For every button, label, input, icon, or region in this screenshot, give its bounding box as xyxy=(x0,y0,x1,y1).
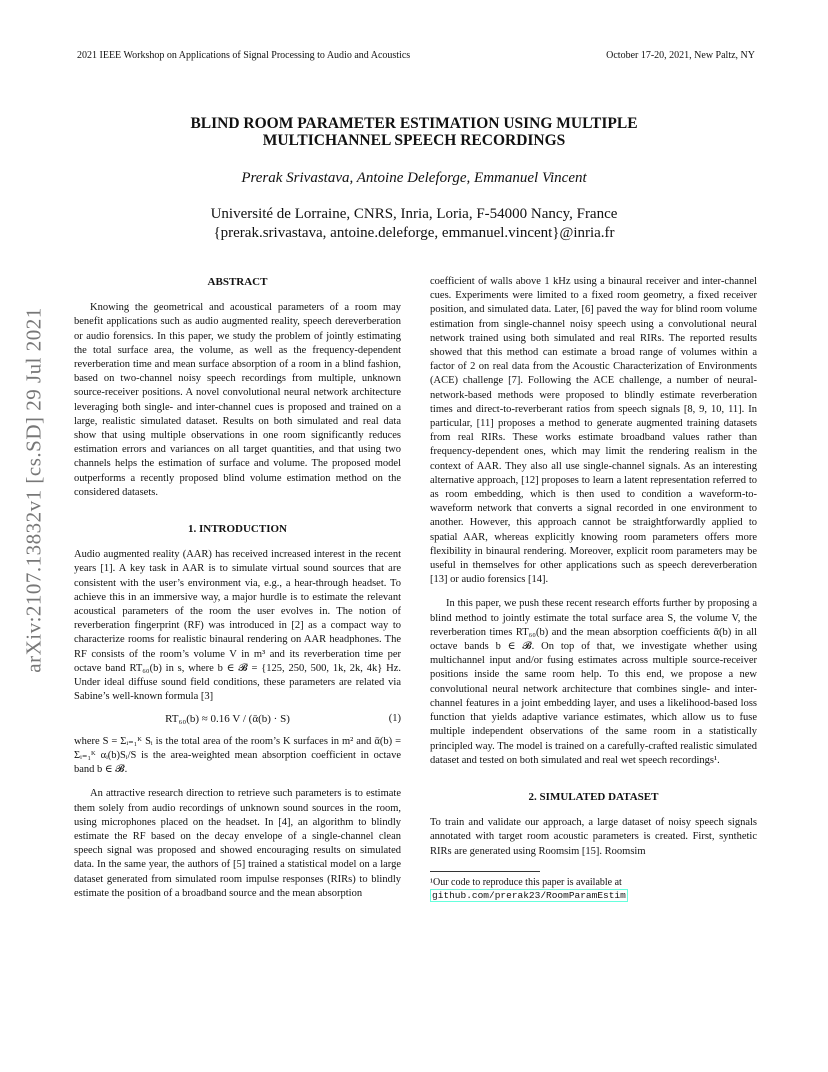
intro-paragraph-2: where S = Σᵢ₌₁ᴷ Sᵢ is the total area of the room’s K surfaces in m² and ᾱ(b) = Σᵢ₌₁ᴷ αᵢ(b)Sᵢ/S is the area-weighted mean absorption coefficient in octave band b ∈ 𝓑. xyxy=(74,735,401,776)
footnote-rule xyxy=(430,871,540,872)
abstract-heading: ABSTRACT xyxy=(207,276,268,288)
arxiv-identifier: arXiv:2107.13832v1 [cs.SD] 29 Jul 2021 xyxy=(21,307,46,673)
equation-1 xyxy=(74,712,401,726)
intro-paragraph-1: Audio augmented reality (AAR) has received increased interest in the recent years [1]. A key task in AAR is to simulate virtual sound sources that are consistent with the user’s environment via, e.g., a hear-through headset. To achieve this in an immersive way, a major hurdle is to estimate the relevant acoustical parameters of the room the user evolves in. The notion of reverberation fingerprint (RF) was introduced in [2] as a compact way to characterize rooms for realistic binaural rendering on AAR headphones. The RF consists of the room’s volume V in m³ and its reverberation time per octave band RT₆₀(b) in s, where b ∈ 𝓑 = {125, 250, 500, 1k, 2k, 4k} Hz. Under ideal diffuse sound field conditions, these parameters are related via Sabine’s well-known formula [3] xyxy=(74,549,401,703)
author-emails: {prerak.srivastava, antoine.deleforge, emmanuel.vincent}@inria.fr xyxy=(213,225,615,241)
section-2-paragraph: To train and validate our approach, a large dataset of noisy speech signals annotated with target room acoustic parameters is created. First, synthetic RIRs are generated using Roomsim [15]. Roomsim xyxy=(430,817,757,857)
section-2-heading: 2. SIMULATED DATASET xyxy=(528,790,659,803)
footnote-text: ¹Our code to reproduce this paper is available at xyxy=(430,876,622,888)
left-column xyxy=(74,275,401,901)
abstract-text: Knowing the geometrical and acoustical parameters of a room may benefit applications such as audio augmented reality, speech dereverberation or audio forensics. In this paper, we study the problem of jointly estimating the total surface area, the volume, as well as the frequency-dependent reverberation time and mean surface absorption of a room in a blind fashion, based on two-channel noisy speech recordings from multiple, unknown source-receiver positions. A novel convolutional neural network architecture leveraging both single- and inter-channel cues is proposed and trained on a large, realistic simulated dataset. Results on both simulated and real data show that using multiple observations in one room significantly reduces estimation errors and variances on all target quantities, and that using two channels helps the estimation of surface and volume. The proposed model outperforms a recently proposed blind volume estimation method on the considered datasets. xyxy=(74,302,401,498)
intro-heading: 1. INTRODUCTION xyxy=(187,523,287,536)
paper-title xyxy=(0,115,828,149)
author-list: Prerak Srivastava, Antoine Deleforge, Emmanuel Vincent xyxy=(241,170,587,186)
equation-number: (1) xyxy=(388,713,401,725)
code-repository-link[interactable]: github.com/prerak23/RoomParamEstim xyxy=(432,889,626,901)
footnote xyxy=(430,876,757,902)
right-paragraph-1: coefficient of walls above 1 kHz using a binaural receiver and inter-channel cues. Experiments were limited to a fixed room geometry, a fixed receiver position, and simulated data. Later, [6] paved the way for blind room volume estimation from single-channel noisy speech using a convolutional neural network trained using both simulated and real RIRs. The reported results showed that this method can estimate a broad range of volumes within a factor of 2 on real data from the Acoustic Characterization of Environments (ACE) challenge [7]. Following the ACE challenge, a number of neural-network-based methods were proposed to blindly estimate reverberation times and direct-to-reverberant ratios from speech signals [8, 9, 10, 11]. In particular, [11] proposes a method to generate augmented training datasets from real RIRs. These works estimate broadband values rather than frequency-dependent ones, which may limit the rendering realism in the context of AAR. They also all use single-channel signals. As an interesting alternative approach, [12] proposes to learn a latent representation referred to as room embedding, which is then used to condition a waveform-to-waveform network that converts a signal recorded in one environment to another. However, this approach cannot be straightforwardly applied to spatial AAR, whereas explicitly knowing room parameters offers more flexibility in binaural rendering. Moreover, explicit room parameters may be useful in themselves for other applications such as speech dereverberation [13] or audio forensics [14]. xyxy=(430,276,757,586)
running-header-left: 2021 IEEE Workshop on Applications of Signal Processing to Audio and Acoustics xyxy=(77,50,411,61)
sabine-formula: RT₆₀(b) ≈ 0.16 V / (ᾱ(b) · S) xyxy=(165,713,290,726)
running-header-right: October 17-20, 2021, New Paltz, NY xyxy=(606,50,755,61)
affiliation: Université de Lorraine, CNRS, Inria, Loria, F-54000 Nancy, France xyxy=(210,206,618,222)
right-column xyxy=(430,275,757,902)
right-paragraph-2: In this paper, we push these recent research efforts further by proposing a blind method to jointly estimate the total surface area S, the volume V, the reverberation times RT₆₀(b) and the mean absorption coefficients ᾱ(b) in all octave bands b ∈ 𝓑. On top of that, we investigate whether using multichannel input and/or fusing estimates across multiple source-receiver positions inside the same room help. To this end, we propose a new convolutional neural network architecture that combines single- and inter-channel features in a joint embedding layer, and uses a likelihood-based loss function that yields adaptive variance estimates, which allow us to fuse multiple independent observations of the same room in a statistically principled way. The model is trained on a carefully-crafted realistic simulated dataset and tested on both simulated and real wet speech recordings¹. xyxy=(430,598,757,766)
intro-paragraph-3: An attractive research direction to retrieve such parameters is to estimate them solely from audio recordings of unknown sound sources in the room, using microphones placed on the headset. In [4], an algorithm to blindly estimate the RF based on the decay envelope of a single-channel clean speech signal was proposed and showed encouraging results on simulated data. In the same year, the authors of [5] trained a statistical model on a large dataset generated from simulated room impulse responses (RIRs) to blindly estimate the position of a broadband source and the mean absorption xyxy=(74,788,401,899)
title-line-1: BLIND ROOM PARAMETER ESTIMATION USING MULTIPLE xyxy=(190,115,638,132)
affiliation-block xyxy=(0,205,828,243)
title-line-2: MULTICHANNEL SPEECH RECORDINGS xyxy=(262,132,566,149)
arxiv-stamp xyxy=(14,300,54,680)
